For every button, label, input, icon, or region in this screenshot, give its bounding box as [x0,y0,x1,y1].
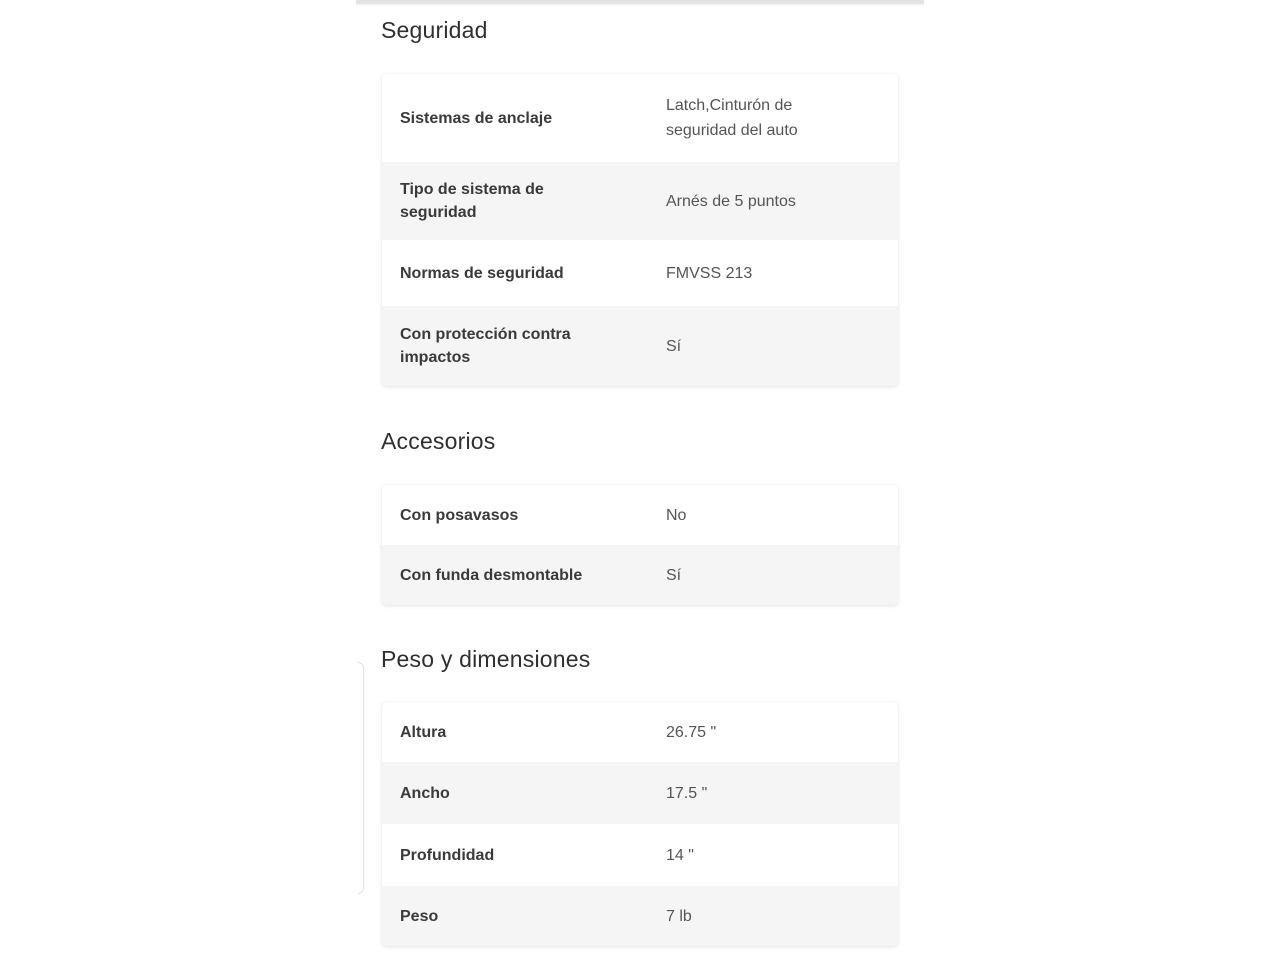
section-title-accesorios: Accesorios [381,428,496,454]
spec-value: 7 lb [666,907,692,925]
section-title-seguridad: Seguridad [381,17,488,43]
spec-row [382,162,898,240]
spec-value: Sí [666,566,682,584]
spec-value: Sí [666,337,682,355]
spec-row [382,306,898,386]
spec-value: Arnés de 5 puntos [666,192,796,210]
spec-row [382,485,898,545]
section-title-peso-dimensiones: Peso y dimensiones [381,646,591,672]
spec-label: Altura [400,723,447,741]
spec-row [382,762,898,824]
spec-label: Ancho [400,784,450,802]
spec-value: No [666,506,687,524]
spec-label: Peso [400,907,439,925]
spec-value: 14 " [666,846,694,864]
spec-value: 17.5 " [666,784,708,802]
spec-label: Con protección contra impactos [400,326,571,366]
spec-row [382,702,898,762]
spec-value: 26.75 " [666,723,717,741]
spec-row [382,240,898,306]
spec-row [382,824,898,886]
spec-row [382,886,898,946]
spec-label: Sistemas de anclaje [400,109,553,127]
spec-label: Con posavasos [400,506,519,524]
spec-row [382,74,898,162]
spec-row [382,545,898,605]
spec-label: Profundidad [400,846,495,864]
side-panel-edge [358,662,364,894]
spec-value: FMVSS 213 [666,264,753,282]
spec-label: Con funda desmontable [400,566,583,584]
spec-value: Latch,Cinturón de seguridad del auto [666,97,798,139]
spec-table-seguridad [382,74,898,386]
spec-table-accesorios [382,485,898,605]
spec-label: Normas de seguridad [400,264,564,282]
top-divider [356,0,924,4]
spec-label: Tipo de sistema de seguridad [400,181,544,221]
spec-table-peso-dimensiones [382,702,898,946]
